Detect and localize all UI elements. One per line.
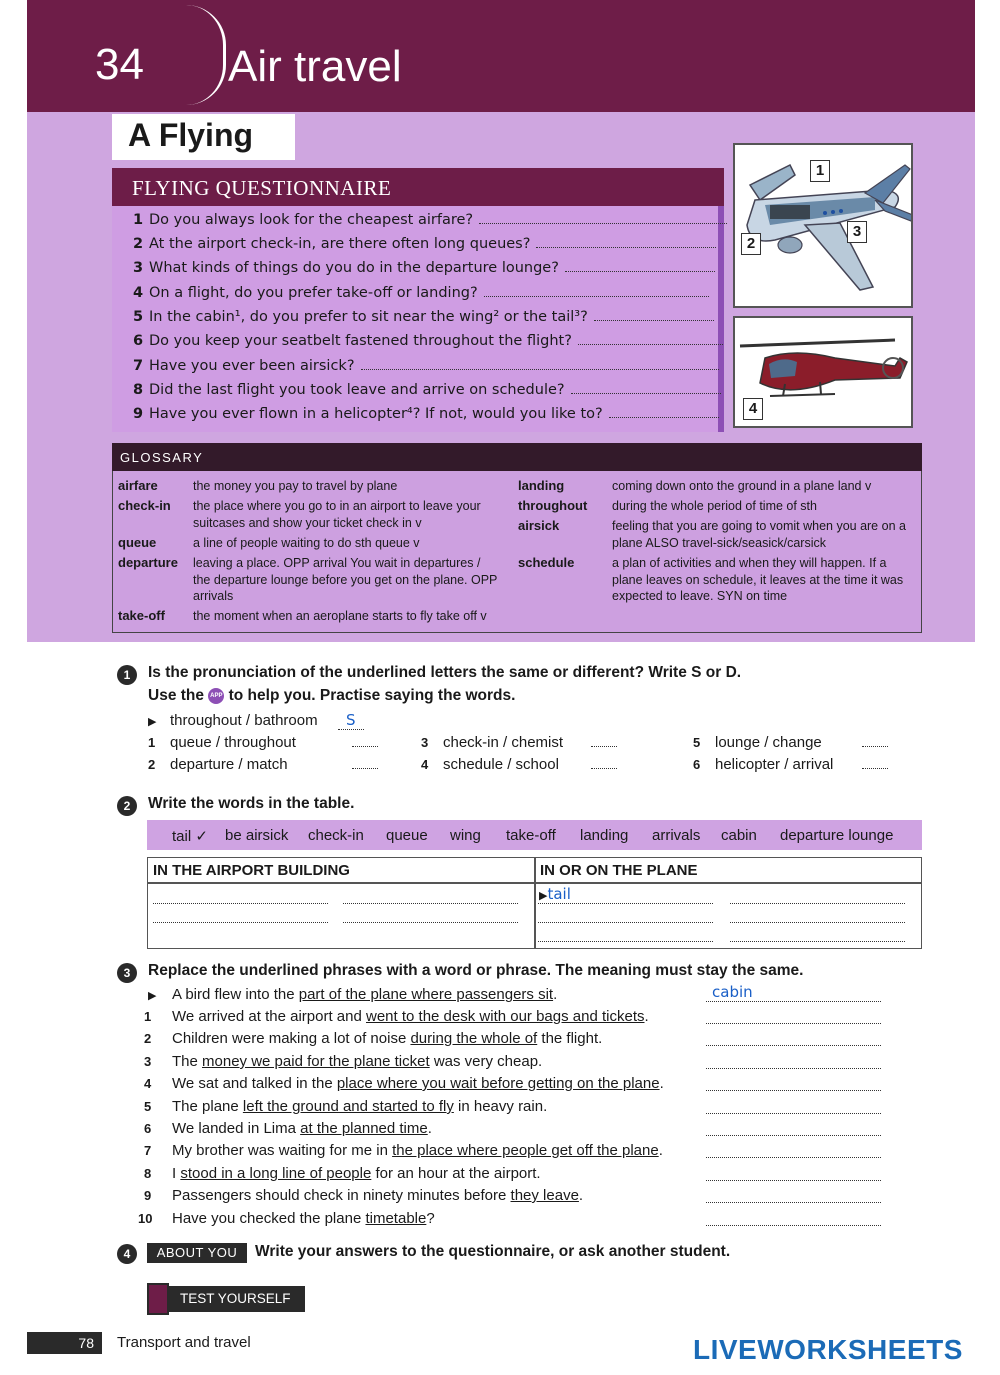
question-row: 1 Do you always look for the cheapest airfare? bbox=[133, 212, 727, 228]
answer-line[interactable] bbox=[706, 1180, 881, 1181]
glossary-definition: the moment when an aeroplane starts to fly take off v bbox=[193, 609, 487, 623]
answer-line[interactable] bbox=[706, 1090, 881, 1091]
table-answer-line[interactable] bbox=[343, 922, 518, 923]
table-answer-line[interactable] bbox=[730, 941, 905, 942]
answer-line[interactable] bbox=[609, 406, 719, 418]
table-answer-line[interactable] bbox=[343, 903, 518, 904]
question-row: 2 At the airport check-in, are there often long queues? bbox=[133, 236, 716, 252]
answer-line[interactable] bbox=[565, 260, 715, 272]
example-answer: cabin bbox=[712, 983, 753, 1001]
exercise-number: 2 bbox=[117, 796, 137, 816]
pron-answer[interactable] bbox=[858, 734, 888, 751]
airplane-illustration bbox=[733, 143, 913, 308]
exercise-number: 1 bbox=[117, 665, 137, 685]
question-row: 9 Have you ever flown in a helicopter⁴? If not, would you like to? bbox=[133, 406, 719, 422]
replace-item: 4 We sat and talked in the place where you wait before getting on the plane. bbox=[144, 1075, 664, 1092]
footer-section: Transport and travel bbox=[117, 1334, 251, 1351]
arrow-icon: ▶ bbox=[148, 990, 157, 1002]
liveworksheets-logo[interactable]: LIVEWORKSHEETS bbox=[693, 1334, 963, 1365]
exercise-title: Write the words in the table. bbox=[148, 795, 355, 812]
unit-title: Air travel bbox=[228, 42, 402, 91]
picture-label: 4 bbox=[743, 398, 763, 420]
word-chip: check-in bbox=[308, 827, 364, 844]
word-chip: wing bbox=[450, 827, 481, 844]
example-row: ▶ throughout / bathroom S bbox=[148, 711, 364, 730]
unit-number: 34 bbox=[95, 40, 144, 89]
word-chip: departure lounge bbox=[780, 827, 894, 844]
pron-answer[interactable] bbox=[858, 756, 888, 773]
word-chip: be airsick bbox=[225, 827, 289, 844]
glossary-definition: the place where you go to in an airport to leave your suitcases and show your ticket check in v bbox=[193, 499, 481, 530]
notebook-icon bbox=[147, 1283, 169, 1315]
table-header-line bbox=[147, 882, 922, 884]
glossary-term: throughout bbox=[518, 498, 588, 513]
table-answer-line[interactable] bbox=[730, 922, 905, 923]
answer-line[interactable] bbox=[578, 333, 723, 345]
question-row: 6 Do you keep your seatbelt fastened throughout the flight? bbox=[133, 333, 723, 349]
page-number: 78 bbox=[27, 1332, 102, 1354]
question-row: 7 Have you ever been airsick? bbox=[133, 358, 719, 374]
picture-label: 1 bbox=[810, 160, 830, 182]
replace-item: 1 We arrived at the airport and went to the desk with our bags and tickets. bbox=[144, 1008, 649, 1025]
replace-item: 7 My brother was waiting for me in the place where people get off the plane. bbox=[144, 1142, 663, 1159]
glossary-header bbox=[112, 443, 922, 471]
replace-item: 8 I stood in a long line of people for an hour at the airport. bbox=[144, 1165, 541, 1182]
word-chip: cabin bbox=[721, 827, 757, 844]
question-row: 5 In the cabin¹, do you prefer to sit near the wing² or the tail³? bbox=[133, 309, 714, 325]
table-answer-line[interactable] bbox=[730, 903, 905, 904]
glossary-term: schedule bbox=[518, 555, 575, 570]
replace-item: 6 We landed in Lima at the planned time. bbox=[144, 1120, 432, 1137]
helicopter-illustration bbox=[733, 316, 913, 428]
table-header: IN THE AIRPORT BUILDING bbox=[153, 862, 350, 879]
word-chip: take-off bbox=[506, 827, 556, 844]
arrow-icon: ▶ bbox=[148, 716, 157, 728]
picture-label: 3 bbox=[847, 221, 867, 243]
exercise-title-line2: Use the APP to help you. Practise saying the words. bbox=[148, 687, 516, 704]
word-chip: arrivals bbox=[652, 827, 701, 844]
glossary-term: airsick bbox=[518, 518, 560, 533]
unit-header bbox=[27, 0, 975, 112]
replace-item: 5 The plane left the ground and started to fly in heavy rain. bbox=[144, 1098, 548, 1115]
exercise-title: Is the pronunciation of the underlined letters the same or different? Write S or D. bbox=[148, 664, 742, 681]
picture-label: 2 bbox=[741, 233, 761, 255]
glossary-title: GLOSSARY bbox=[120, 450, 204, 465]
answer-line[interactable] bbox=[706, 1113, 881, 1114]
exercise-title: Write your answers to the questionnaire, or ask another student. bbox=[255, 1243, 731, 1260]
answer-line[interactable] bbox=[536, 236, 716, 248]
glossary-definition: the money you pay to travel by plane bbox=[193, 479, 398, 493]
answer-line[interactable] bbox=[361, 358, 719, 370]
answer-line[interactable] bbox=[594, 309, 714, 321]
exercise-number: 3 bbox=[117, 963, 137, 983]
glossary-definition: leaving a place. OPP arrival You wait in departures / the departure lounge before you get on the plane. OPP arrivals bbox=[193, 556, 498, 603]
example-answer: S bbox=[338, 711, 364, 730]
pron-item: 2 departure / match bbox=[148, 756, 288, 773]
glossary-term: landing bbox=[518, 478, 565, 493]
question-row: 8 Did the last flight you took leave and arrive on schedule? bbox=[133, 382, 721, 398]
answer-line[interactable] bbox=[706, 1225, 881, 1226]
answer-line[interactable] bbox=[706, 1045, 881, 1046]
questionnaire-title: FLYING QUESTIONNAIRE bbox=[132, 176, 392, 200]
glossary-definition: a plan of activities and when they will happen. If a plane leaves on schedule, it leaves at the time it was expected to leave. SYN on time bbox=[612, 556, 904, 603]
pron-item: 3 check-in / chemist bbox=[421, 734, 564, 751]
glossary-definition: coming down onto the ground in a plane land v bbox=[612, 479, 872, 493]
arrow-icon: ▶ bbox=[539, 890, 548, 902]
exercise-number: 4 bbox=[117, 1244, 137, 1264]
answer-line[interactable] bbox=[706, 1135, 881, 1136]
exercise-title: Replace the underlined phrases with a word or phrase. The meaning must stay the same. bbox=[148, 962, 804, 979]
test-yourself-button[interactable]: TEST YOURSELF bbox=[147, 1286, 305, 1312]
answer-line[interactable] bbox=[484, 285, 709, 297]
answer-line[interactable] bbox=[706, 1157, 881, 1158]
word-chip: queue bbox=[386, 827, 428, 844]
table-header: IN OR ON THE PLANE bbox=[540, 862, 698, 879]
pron-item: 1 queue / throughout bbox=[148, 734, 296, 751]
table-divider bbox=[534, 857, 536, 949]
pron-item: 5 lounge / change bbox=[693, 734, 822, 751]
about-you-label: ABOUT YOU bbox=[147, 1243, 247, 1263]
answer-line[interactable] bbox=[479, 212, 727, 224]
replace-item: 10 Have you checked the plane timetable? bbox=[138, 1210, 435, 1227]
replace-item: 3 The money we paid for the plane ticket was very cheap. bbox=[144, 1053, 543, 1070]
question-row: 4 On a flight, do you prefer take-off or landing? bbox=[133, 285, 709, 301]
pron-answer[interactable] bbox=[348, 756, 378, 773]
table-answer-line[interactable] bbox=[153, 922, 328, 923]
answer-line[interactable] bbox=[571, 382, 721, 394]
section-title: A Flying bbox=[128, 117, 254, 153]
table-answer-line[interactable] bbox=[538, 941, 713, 942]
pron-answer[interactable] bbox=[348, 734, 378, 751]
glossary-term: take-off bbox=[118, 608, 165, 623]
replace-item: 2 Children were making a lot of noise during the whole of the flight. bbox=[144, 1030, 603, 1047]
answer-line[interactable] bbox=[706, 1001, 881, 1002]
table-answer-line[interactable] bbox=[538, 922, 713, 923]
app-icon[interactable]: APP bbox=[208, 688, 224, 704]
glossary-definition: during the whole period of time of sth bbox=[612, 499, 817, 513]
glossary-definition: feeling that you are going to vomit when you are on a plane ALSO travel-sick/seasick/carsick bbox=[612, 519, 906, 550]
glossary-term: airfare bbox=[118, 478, 158, 493]
word-chip: landing bbox=[580, 827, 629, 844]
example-row: ▶ A bird flew into the part of the plane where passengers sit. bbox=[148, 986, 558, 1003]
question-row: 3 What kinds of things do you do in the departure lounge? bbox=[133, 260, 715, 276]
pron-answer[interactable] bbox=[587, 756, 617, 773]
pron-answer[interactable] bbox=[587, 734, 617, 751]
glossary-term: queue bbox=[118, 535, 157, 550]
word-chip: tail ✓ bbox=[172, 828, 208, 845]
replace-item: 9 Passengers should check in ninety minutes before they leave. bbox=[144, 1187, 584, 1204]
glossary-term: departure bbox=[118, 555, 178, 570]
glossary-term: check-in bbox=[118, 498, 171, 513]
glossary-definition: a line of people waiting to do sth queue v bbox=[193, 536, 420, 550]
answer-line[interactable] bbox=[706, 1023, 881, 1024]
table-example: ▶tail bbox=[539, 885, 571, 903]
answer-line[interactable] bbox=[706, 1202, 881, 1203]
table-answer-line[interactable] bbox=[538, 903, 713, 904]
table-answer-line[interactable] bbox=[153, 903, 328, 904]
pron-item: 6 helicopter / arrival bbox=[693, 756, 834, 773]
pron-item: 4 schedule / school bbox=[421, 756, 559, 773]
answer-line[interactable] bbox=[706, 1068, 881, 1069]
